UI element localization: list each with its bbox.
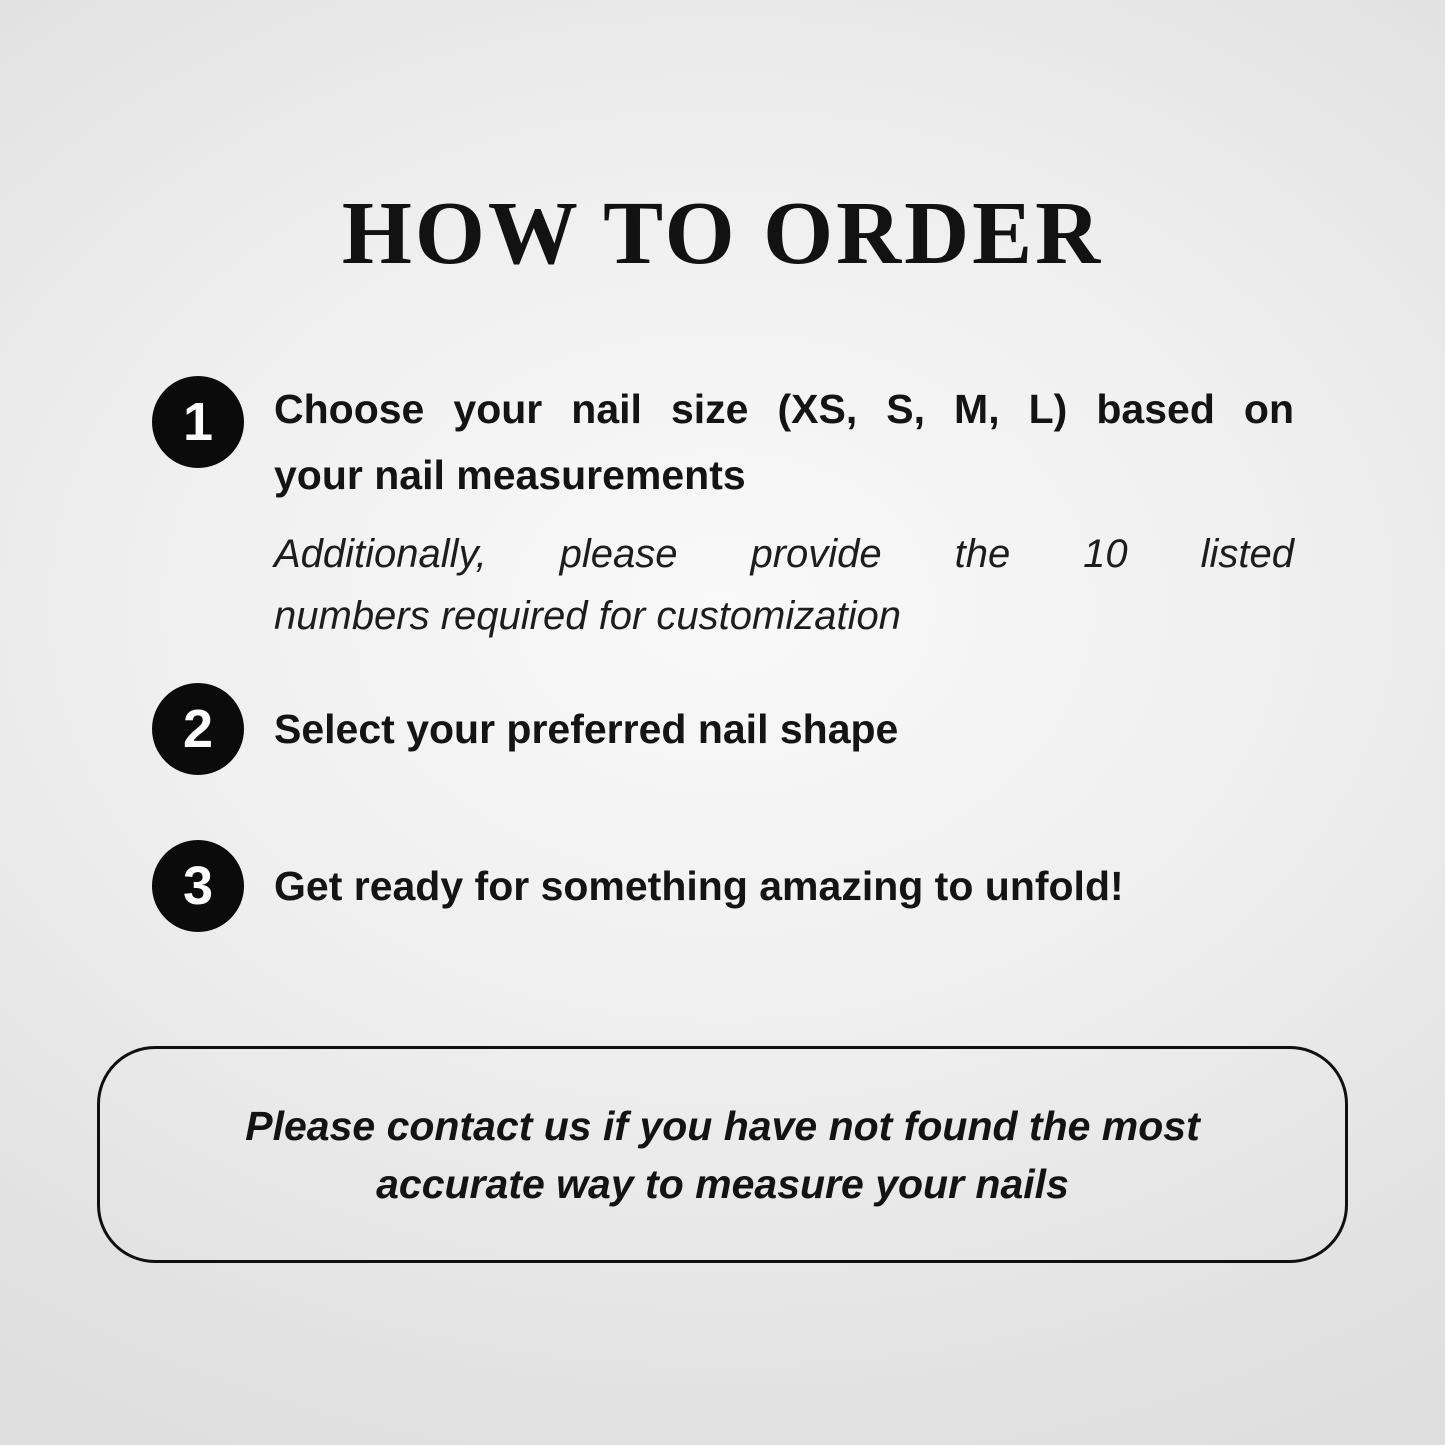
- step-1-heading-line-2: your nail measurements: [274, 452, 746, 498]
- contact-note-box: [97, 1046, 1348, 1263]
- step-1-note-line-1: Additionally, please provide the 10 listed: [274, 532, 1294, 576]
- step-1-heading-line-1: Choose your nail size (XS, S, M, L) based on: [274, 386, 1294, 432]
- step-1: [152, 376, 1294, 647]
- step-3-heading-line-1: Get ready for something amazing to unfold!: [274, 863, 1124, 909]
- step-3-text: [274, 853, 1124, 919]
- page-title: HOW TO ORDER: [341, 184, 1104, 283]
- step-3-number-badge: 3: [152, 840, 244, 932]
- step-1-note-line-2: numbers required for customization: [274, 594, 901, 638]
- step-2-heading-line-1: Select your preferred nail shape: [274, 706, 899, 752]
- step-2: [152, 683, 898, 775]
- step-1-text: [274, 376, 1294, 647]
- contact-note-line-2: accurate way to measure your nails: [376, 1160, 1069, 1207]
- step-2-text: [274, 696, 898, 762]
- step-1-heading: [274, 376, 1294, 508]
- step-1-number-badge: 1: [152, 376, 244, 468]
- contact-note-line-1: Please contact us if you have not found the most: [245, 1102, 1200, 1149]
- step-3: [152, 840, 1124, 932]
- step-1-note: [274, 523, 1294, 647]
- step-2-number-badge: 2: [152, 683, 244, 775]
